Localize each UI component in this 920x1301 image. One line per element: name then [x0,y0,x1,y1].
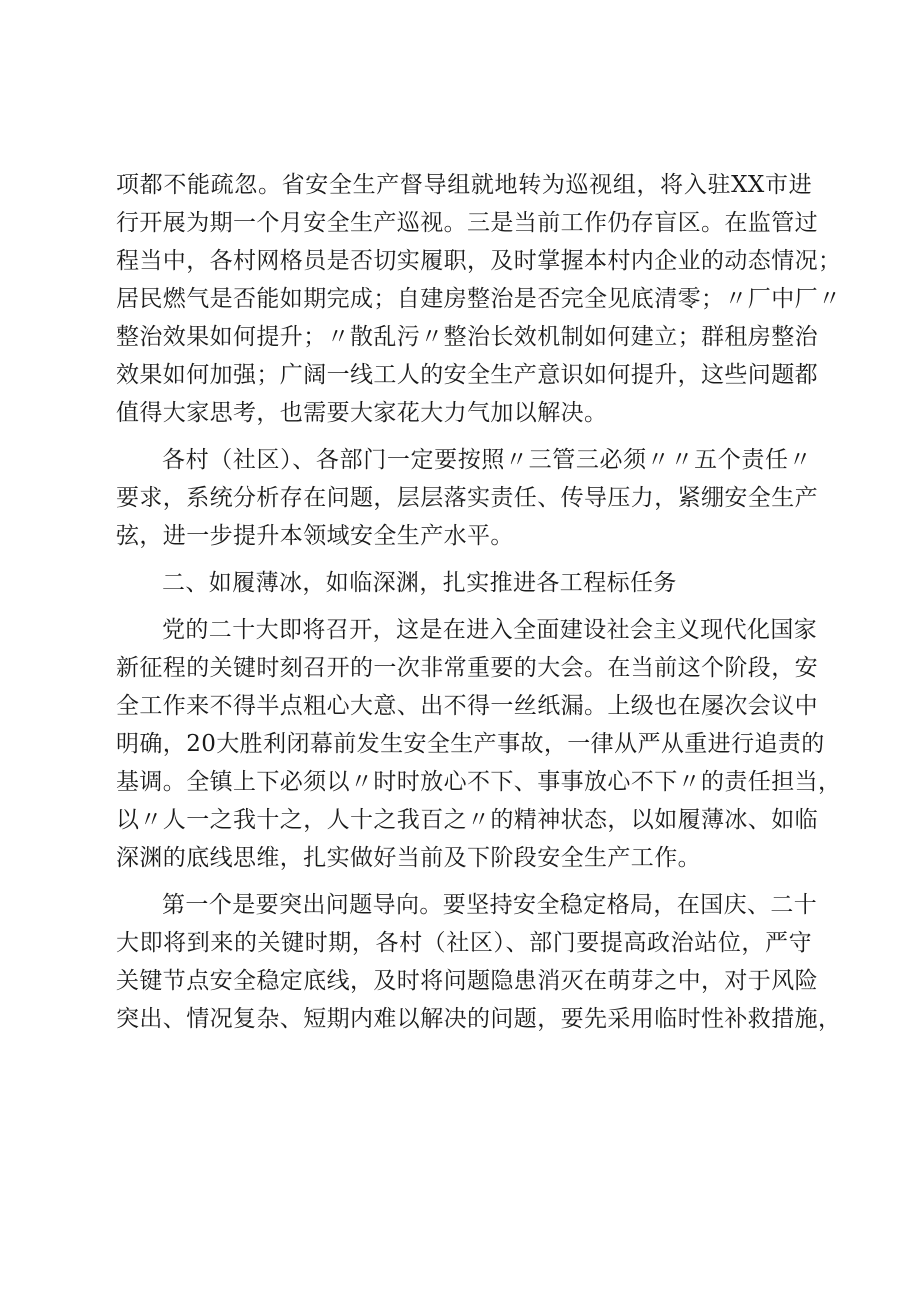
text-line: 以〃人一之我十之，人十之我百之〃的精神状态，以如履薄冰、如临 [116,807,818,833]
text-line: 弦，进一步提升本领域安全生产水平。 [116,523,514,549]
text-line: 基调。全镇上下必须以〃时时放心不下、事事放心不下〃的责任担当， [116,769,842,795]
heading-text: 二、如履薄冰，如临深渊，扎实推进各工程标任务 [162,570,677,596]
paragraph-4 [116,886,842,1038]
text-line: 各村（社区）、各部门一定要按照〃三管三必须〃〃五个责任〃 [162,447,812,473]
text-line: 居民燃气是否能如期完成；自建房整治是否完全见底清零；〃厂中厂〃 [116,286,842,312]
text-line: 值得大家思考，也需要大家花大力气加以解决。 [116,400,608,426]
text-line: 党的二十大即将召开，这是在进入全面建设社会主义现代化国家 [162,617,818,643]
text-line: 行开展为期一个月安全生产巡视。三是当前工作仍存盲区。在监管过 [116,210,818,236]
text-line: 明确，20大胜利闭幕前发生安全生产事故，一律从严从重进行追责的 [116,731,825,757]
text-line: 关键节点安全稳定底线，及时将问题隐患消灭在萌芽之中，对于风险 [116,968,818,994]
paragraph-3 [116,611,842,877]
text-line: 效果如何加强；广阔一线工人的安全生产意识如何提升，这些问题都 [116,362,818,388]
text-line: 突出、情况复杂、短期内难以解决的问题，要先采用临时性补救措施， [116,1006,842,1032]
text-line: 程当中，各村网格员是否切实履职，及时掌握本村内企业的动态情况； [116,248,842,274]
text-line: 整治效果如何提升；〃散乱污〃整治长效机制如何建立；群租房整治 [116,324,818,350]
text-line: 全工作来不得半点粗心大意、出不得一丝纸漏。上级也在屡次会议中 [116,693,818,719]
paragraph-2 [116,441,818,555]
paragraph-1 [116,166,842,432]
document-body [116,166,842,1038]
text-line: 深渊的底线思维，扎实做好当前及下阶段安全生产工作。 [116,845,701,871]
text-line: 大即将到来的关键时期，各村（社区）、部门要提高政治站位，严守 [116,930,812,956]
section-heading [116,564,812,602]
text-line: 新征程的关键时刻召开的一次非常重要的大会。在当前这个阶段，安 [116,655,818,681]
text-line: 要求，系统分析存在问题，层层落实责任、传导压力，紧绷安全生产 [116,485,818,511]
text-line: 项都不能疏忽。省安全生产督导组就地转为巡视组，将入驻XX市进 [116,172,812,198]
text-line: 第一个是要突出问题导向。要坚持安全稳定格局，在国庆、二十 [162,892,818,918]
